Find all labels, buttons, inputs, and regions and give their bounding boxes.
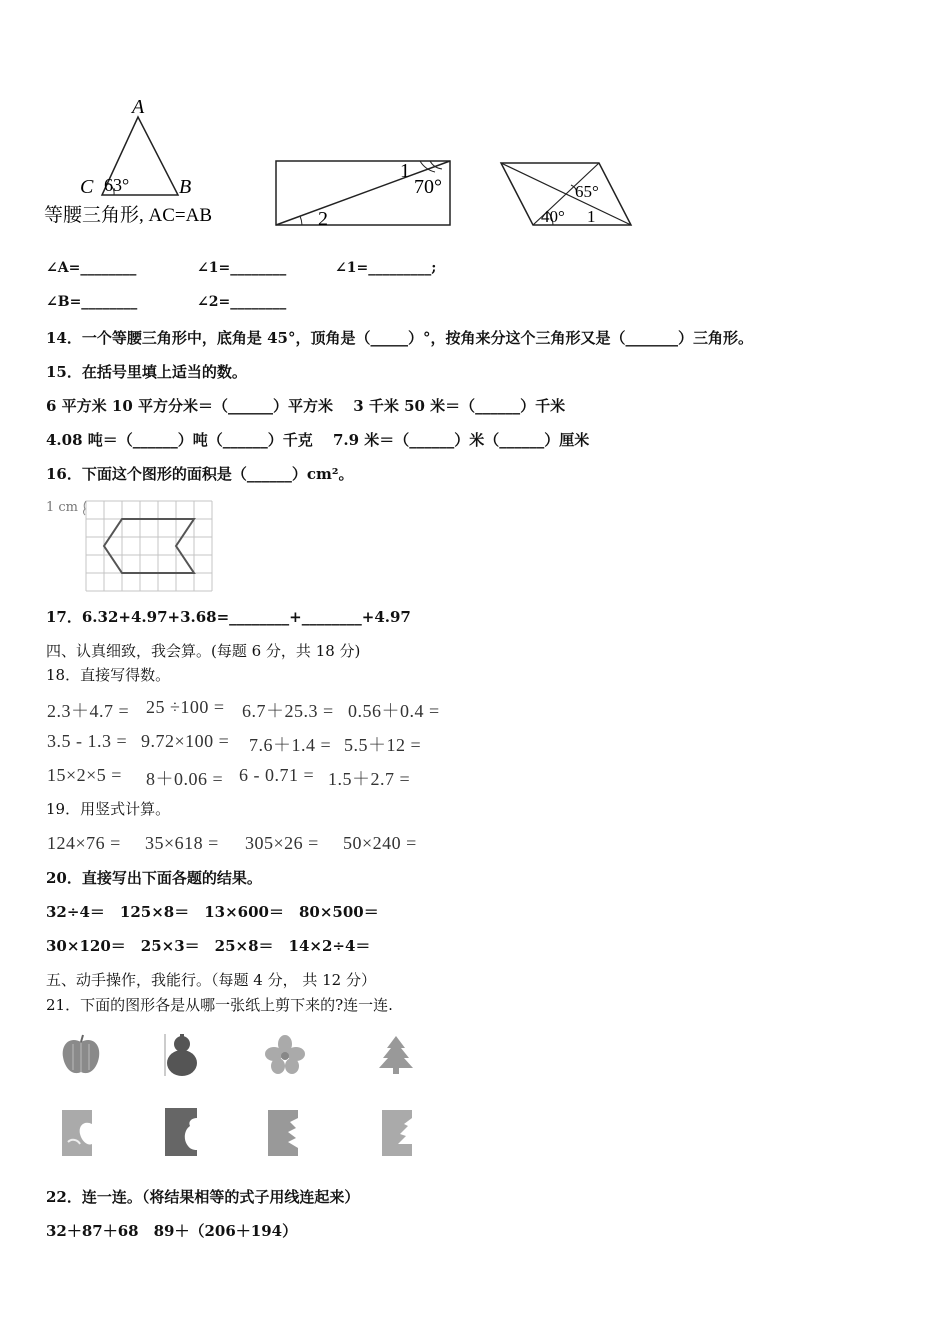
answer-angle-b[interactable]: ∠B=________: [46, 294, 138, 310]
angle-1-label: 1: [400, 160, 410, 182]
rectangle-figure: [272, 155, 457, 231]
question-20-row-2: 30×120＝ 25×3＝ 25×8＝ 14×2÷4＝: [46, 937, 371, 955]
question-17: 17．6.32+4.97+3.68=________+________+4.97: [46, 608, 411, 626]
question-18-title: 18．直接写得数。: [46, 666, 171, 684]
calc-item: 7.6＋1.4 =: [249, 735, 332, 755]
grid-figure: [82, 497, 217, 592]
vertex-b-label: B: [179, 176, 192, 198]
question-15-line-2: 4.08 吨＝（______）吨（______）千克 7.9 米＝（______）米（______）厘米: [46, 431, 590, 449]
triangle-caption: 等腰三角形, AC=AB: [44, 205, 213, 226]
vertex-a-label: A: [132, 96, 145, 118]
paper-gourd-hole-icon[interactable]: [163, 1106, 199, 1158]
angle-70-label: 70°: [414, 176, 442, 198]
calc-item: 8＋0.06 =: [146, 769, 224, 789]
calc-item: 2.3＋4.7 =: [47, 701, 130, 721]
calc-item: 1.5＋2.7 =: [328, 769, 411, 789]
parallelogram-figure: [495, 155, 640, 233]
apple-cutout-icon[interactable]: [58, 1032, 104, 1078]
question-14: 14．一个等腰三角形中，底角是 45°，顶角是（_____）°，按角来分这个三角形又是（_______）三角形。: [46, 329, 753, 347]
paper-flower-hole-icon[interactable]: [266, 1108, 300, 1158]
question-20-row-1: 32÷4＝ 125×8＝ 13×600＝ 80×500＝: [46, 903, 379, 921]
question-21: 21．下面的图形各是从哪一张纸上剪下来的?连一连.: [46, 996, 393, 1014]
calc-item: 5.5＋12 =: [344, 735, 422, 755]
paper-apple-hole-icon[interactable]: [60, 1108, 94, 1158]
question-19-title: 19．用竖式计算。: [46, 800, 171, 818]
calc-item: 3.5 - 1.3 =: [47, 731, 128, 751]
vertical-calc-item: 124×76 =: [47, 833, 121, 853]
angle-1-label: 1: [587, 207, 596, 226]
question-22-title: 22．连一连。（将结果相等的式子用线连起来）: [46, 1188, 360, 1206]
answer-rect-angle-2[interactable]: ∠2=________: [197, 294, 287, 310]
calc-item: 6.7＋25.3 =: [242, 701, 334, 721]
angle-40-label: 40°: [541, 207, 565, 226]
calc-item: 9.72×100 =: [141, 731, 230, 751]
calc-item: 25 ÷100 =: [146, 697, 225, 717]
question-22-expressions: 32＋87＋68 89＋（206＋194）: [46, 1222, 298, 1240]
paper-tree-hole-icon[interactable]: [380, 1108, 414, 1158]
angle-63-label: 63°: [104, 175, 130, 195]
question-15-title: 15．在括号里填上适当的数。: [46, 363, 247, 381]
vertical-calc-item: 35×618 =: [145, 833, 219, 853]
question-16: 16．下面这个图形的面积是（______）cm²。: [46, 465, 354, 483]
calc-item: 0.56＋0.4 =: [348, 701, 440, 721]
gourd-cutout-icon[interactable]: [160, 1032, 204, 1078]
tree-cutout-icon[interactable]: [375, 1034, 417, 1076]
question-15-line-1: 6 平方米 10 平方分米＝（______）平方米 3 千米 50 米＝（______）千米: [46, 397, 566, 415]
question-20-title: 20．直接写出下面各题的结果。: [46, 869, 262, 887]
section-4-heading: 四、认真细致，我会算。(每题 6 分，共 18 分): [46, 642, 361, 660]
angle-2-label: 2: [318, 208, 328, 230]
vertex-c-label: C: [80, 176, 94, 198]
vertical-calc-item: 305×26 =: [245, 833, 319, 853]
calc-item: 15×2×5 =: [47, 765, 122, 785]
triangle-figure: [44, 95, 254, 230]
answer-para-angle-1[interactable]: ∠1=_________;: [335, 260, 437, 276]
answer-rect-angle-1[interactable]: ∠1=________: [197, 260, 287, 276]
vertical-calc-item: 50×240 =: [343, 833, 417, 853]
answer-angle-a[interactable]: ∠A=________: [46, 260, 137, 276]
scale-label: 1 cm: [46, 500, 79, 515]
angle-65-label: 65°: [575, 182, 599, 201]
calc-item: 6 - 0.71 =: [239, 765, 315, 785]
flower-cutout-icon[interactable]: [263, 1034, 307, 1076]
section-5-heading: 五、动手操作，我能行。（每题 4 分， 共 12 分）: [46, 971, 376, 989]
